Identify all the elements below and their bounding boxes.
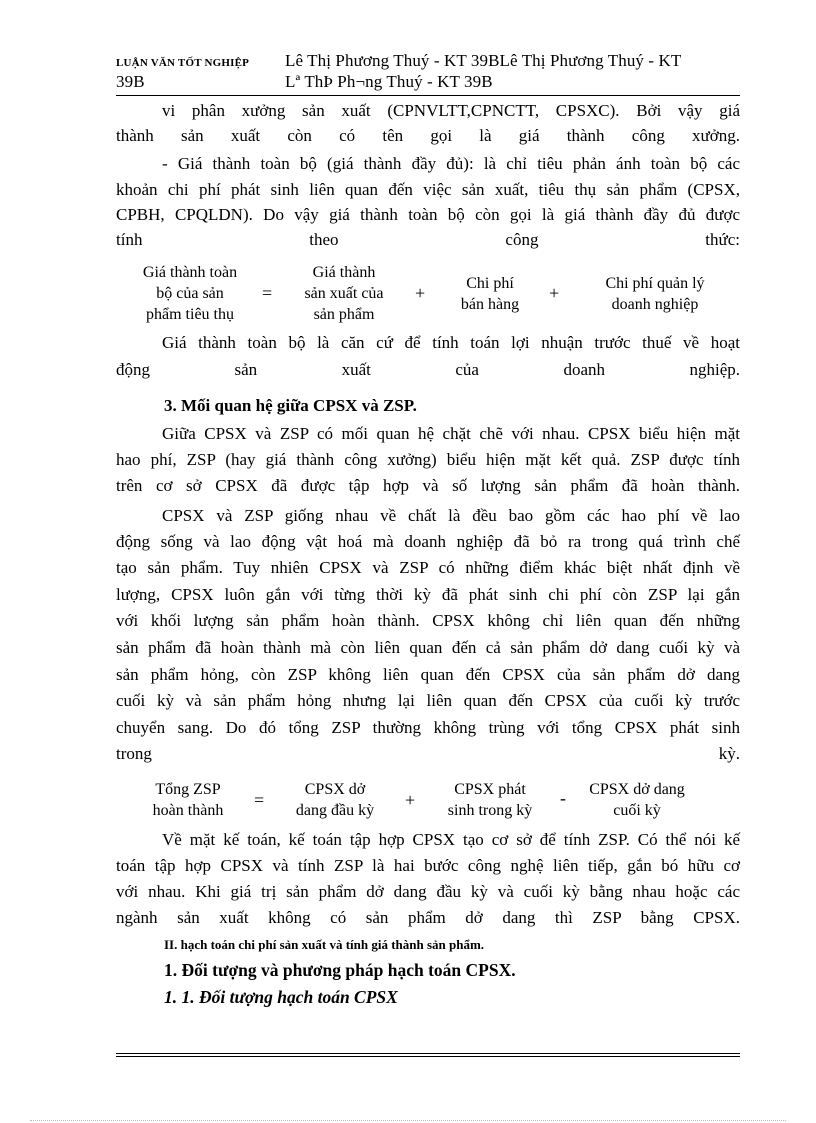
text-line: toán tập hợp CPSX và tính ZSP là hai bước công nghệ liên tiếp, gắn bó hữu cơ	[116, 856, 740, 875]
text-line: sản phẩm đã hoàn thành mà còn liên quan đến cả sản phẩm dở dang cuối kỳ và	[116, 638, 740, 657]
text-line: CPSX và ZSP giống nhau về chất là đều bao gồm các hao phí về lao	[162, 506, 740, 525]
formula1-term1: Giá thành toàn bộ của sản phẩm tiêu thụ	[142, 264, 238, 323]
header-class-code: 39B	[116, 72, 145, 91]
formula2-plus: +	[405, 790, 416, 810]
text-line: hao phí, ZSP (hay giá thành công xưởng) biểu hiện mặt kết quả. ZSP được tính	[116, 450, 740, 469]
formula2-equals: =	[254, 790, 265, 810]
text-line: Giữa CPSX và ZSP có mối quan hệ chặt chẽ với nhau. CPSX biểu hiện mặt	[162, 424, 740, 443]
formula1-plus: +	[415, 283, 426, 303]
footer-rule	[116, 1056, 740, 1057]
formula1-plus: +	[549, 283, 560, 303]
formula2-term4: CPSX dở dang cuối kỳ	[589, 781, 685, 819]
text-line: ngành sản xuất không có sản phẩm dở dang thì ZSP bằng CPSX.	[116, 908, 740, 927]
formula2-term3: CPSX phát sinh trong kỳ	[447, 781, 533, 819]
formula2-term2: CPSX dở dang đầu kỳ	[295, 781, 375, 819]
header-author-garbled: Lª ThÞ Ph¬ng Thuý - KT 39B	[285, 72, 493, 91]
formula1-term2: Giá thành sản xuất của sản phẩm	[304, 264, 384, 323]
text-line: Giá thành toàn bộ là căn cứ để tính toán lợi nhuận trước thuế về hoạt	[162, 333, 740, 352]
subsection-heading: 1. 1. Đối tượng hạch toán CPSX	[164, 987, 398, 1007]
text-line: động sống và lao động vật hoá mà doanh nghiệp đã bỏ ra trong quá trình chế	[116, 532, 740, 551]
footer-rule	[116, 1053, 740, 1054]
text-line: cuối kỳ và sản phẩm hỏng nhưng lại liên quan đến CPSX của cuối kỳ trước	[116, 691, 740, 710]
text-line: sản phẩm hỏng, còn ZSP không liên quan đến CPSX của sản phẩm dở dang	[116, 665, 740, 684]
header-label: LUẬN VĂN TỐT NGHIỆP	[116, 57, 250, 69]
text-line: với nhau. Khi giá trị sản phẩm dở dang đầu kỳ và cuối kỳ bằng nhau hoặc các	[116, 882, 740, 901]
text-line: vi phân xưởng sản xuất (CPNVLTT,CPNCTT, CPSXC). Bởi vậy giá	[162, 101, 740, 120]
text-line: lượng, CPSX luôn gắn với từng thời kỳ đã phát sinh chi phí còn ZSP lại gắn	[116, 585, 740, 604]
text-line: Về mặt kế toán, kế toán tập hợp CPSX tạo cơ sở để tính ZSP. Có thể nói kế	[162, 830, 740, 849]
header-author-line: Lê Thị Phương Thuý - KT 39BLê Thị Phương Thuý - KT	[285, 51, 682, 70]
page-edge-dotted	[30, 1120, 786, 1121]
text-line: khoản chi phí phát sinh liên quan đến việc sản xuất, tiêu thụ sản phẩm (CPSX,	[116, 180, 740, 199]
text-line: động sản xuất của doanh nghiệp.	[116, 360, 740, 379]
formula1-term3: Chi phí bán hàng	[460, 275, 520, 313]
formula2-minus: -	[560, 788, 566, 808]
text-line: chuyển sang. Do đó tổng ZSP thường không trùng với tổng CPSX phát sinh	[116, 718, 740, 737]
text-line: trên cơ sở CPSX đã được tập hợp và số lượng sản phẩm đã hoàn thành.	[116, 476, 740, 495]
text-line: - Giá thành toàn bộ (giá thành đầy đủ): là chỉ tiêu phản ánh toàn bộ các	[162, 154, 740, 173]
section-heading: 1. Đối tượng và phương pháp hạch toán CPSX.	[164, 960, 516, 980]
formula1-equals: =	[262, 283, 273, 303]
formula2-term1: Tổng ZSP hoàn thành	[152, 781, 224, 819]
text-line: tính theo công thức:	[116, 230, 740, 249]
text-line: CPBH, CPQLDN). Do vậy giá thành toàn bộ còn gọi là giá thành đầy đủ được	[116, 205, 740, 224]
section-heading: 3. Mối quan hệ giữa CPSX và ZSP.	[164, 396, 417, 415]
text-line: thành sản xuất còn có tên gọi là giá thành công xưởng.	[116, 126, 740, 145]
chapter-heading: II. hạch toán chi phí sản xuất và tính giá thành sản phẩm.	[164, 937, 485, 952]
header-rule	[116, 95, 740, 96]
formula1-term4: Chi phí quản lý doanh nghiệp	[605, 275, 705, 313]
text-line: trong kỳ.	[116, 744, 740, 763]
text-line: với khối lượng sản phẩm hoàn thành. CPSX không chỉ liên quan đến những	[116, 611, 740, 630]
text-line: tạo sản phẩm. Tuy nhiên CPSX và ZSP có những điểm khác biệt nhất định về	[116, 558, 740, 577]
